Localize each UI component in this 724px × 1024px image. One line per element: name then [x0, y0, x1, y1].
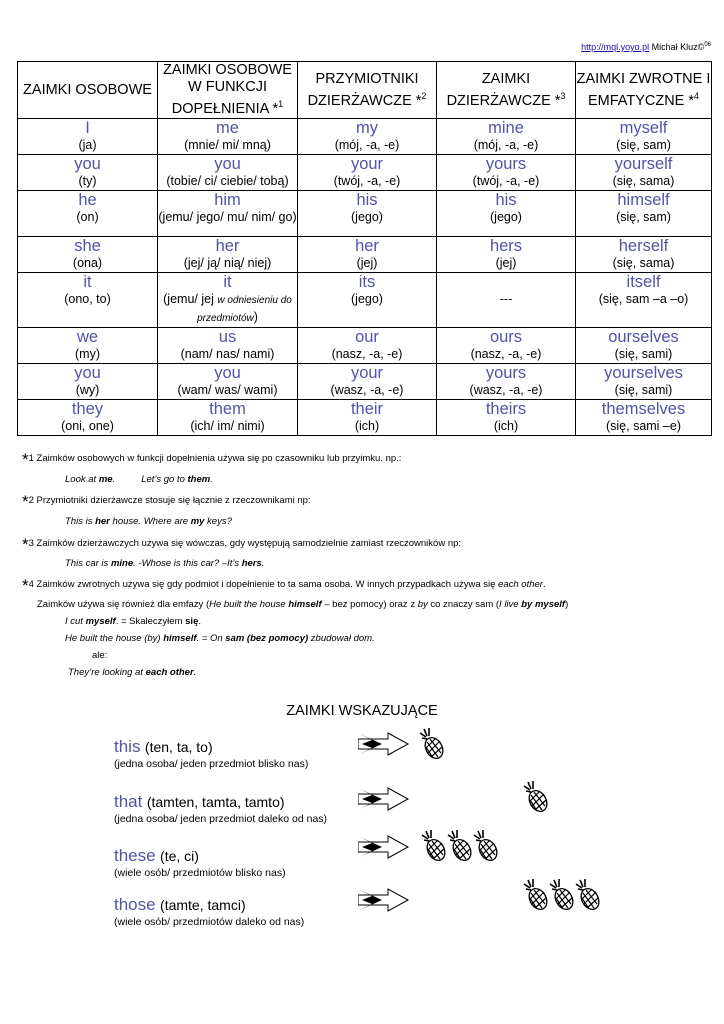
pointing-arrow-icon: [358, 786, 410, 812]
note-4-but: ale:: [92, 650, 108, 661]
pointing-arrow-icon: [358, 731, 410, 757]
english-pronoun: himself: [617, 191, 670, 209]
polish-translation: (jego): [351, 210, 383, 224]
cell-reflexive: [576, 191, 712, 237]
english-pronoun: you: [74, 155, 101, 173]
polish-translation: (się, sam): [616, 210, 671, 224]
polish-translation: (twój, -a, -e): [472, 174, 540, 188]
english-pronoun: me: [216, 119, 239, 137]
note-3: *3 Zaimków dzierżawczych używa się wówczas, gdy występują samodzielnie zamiast rzeczowników np:: [22, 535, 462, 554]
polish-translation: ---: [499, 292, 513, 306]
polish-translation: (jemu/ jego/ mu/ nim/ go): [158, 210, 297, 224]
polish-translation: (my): [75, 347, 100, 361]
pineapple-icon: [574, 878, 602, 912]
cell-possessive-adj: [298, 119, 437, 155]
english-pronoun: you: [214, 364, 241, 382]
cell-reflexive: [576, 155, 712, 191]
cell-possessive-pron: [437, 119, 576, 155]
english-pronoun: our: [355, 328, 379, 346]
english-pronoun: it: [223, 273, 232, 291]
header-reflexive: ZAIMKI ZWROTNE I EMFATYCZNE *$^4$: [576, 62, 712, 119]
polish-translation: (wasz, -a, -e): [469, 383, 543, 397]
polish-translation: (się, sama): [612, 256, 675, 270]
cell-possessive-adj: [298, 400, 437, 436]
english-pronoun: us: [218, 328, 237, 346]
english-pronoun: my: [356, 119, 378, 137]
header-personal: ZAIMKI OSOBOWE: [18, 62, 158, 119]
cell-object: [158, 119, 298, 155]
cell-personal: [18, 400, 158, 436]
cell-possessive-pron: [437, 364, 576, 400]
english-pronoun: him: [214, 191, 241, 209]
polish-translation: (wy): [75, 383, 100, 397]
cell-personal: [18, 328, 158, 364]
table-row: [18, 364, 712, 400]
polish-translation: (ty): [78, 174, 97, 188]
cell-object: [158, 364, 298, 400]
english-pronoun: [437, 273, 575, 291]
cell-possessive-pron: [437, 191, 576, 237]
pointing-arrow-icon: [358, 834, 410, 860]
cell-object: [158, 191, 298, 237]
english-pronoun: we: [76, 328, 99, 346]
cell-personal: [18, 273, 158, 328]
note-4-ex-3: They’re looking at each other.: [68, 667, 197, 678]
polish-translation: (nam/ nas/ nami): [180, 347, 275, 361]
cell-possessive-pron: [437, 273, 576, 328]
polish-translation: (jego): [351, 292, 383, 306]
polish-translation: (jemu/ jej w odniesieniu do przedmiotów): [163, 292, 292, 324]
cell-possessive-adj: [298, 155, 437, 191]
polish-translation: (się, sam): [616, 138, 671, 152]
header-possessive-adj: PRZYMIOTNIKI DZIERŻAWCZE *$^2$: [298, 62, 437, 119]
cell-possessive-adj: [298, 191, 437, 237]
polish-translation: (jej/ ją/ nią/ niej): [183, 256, 272, 270]
polish-translation: (się, sami): [614, 347, 673, 361]
note-1: *1 Zaimków osobowych w funkcji dopełnienia używa się po czasowniku lub przyimku. np.:: [22, 450, 402, 469]
note-3-example: This car is mine. -Whose is this car? –It’s hers.: [65, 558, 265, 569]
english-pronoun: itself: [626, 273, 661, 291]
polish-translation: (się, sami): [614, 383, 673, 397]
cell-reflexive: [576, 237, 712, 273]
polish-translation: (się, sama): [612, 174, 675, 188]
polish-translation: (ja): [78, 138, 97, 152]
cell-possessive-pron: [437, 237, 576, 273]
cell-possessive-adj: [298, 237, 437, 273]
cell-possessive-adj: [298, 328, 437, 364]
polish-translation: (tobie/ ci/ ciebie/ tobą): [166, 174, 289, 188]
table-row: [18, 191, 712, 237]
header-possessive-pron: ZAIMKI DZIERŻAWCZE *$^3$: [437, 62, 576, 119]
author: Michał Kluz©: [651, 42, 705, 52]
polish-translation: (jej): [495, 256, 517, 270]
demonstrative-this: this (ten, ta, to) (jedna osoba/ jeden przedmiot blisko nas): [114, 737, 309, 770]
english-pronoun: themselves: [601, 400, 686, 418]
english-pronoun: yours: [485, 364, 527, 382]
english-pronoun: she: [74, 237, 101, 255]
cell-possessive-pron: [437, 400, 576, 436]
page-header: [581, 42, 711, 52]
polish-translation: (wasz, -a, -e): [330, 383, 404, 397]
english-pronoun: you: [74, 364, 101, 382]
polish-translation: (wam/ was/ wami): [177, 383, 278, 397]
english-pronoun: yourself: [614, 155, 673, 173]
note-4: *4 Zaimków zwrotnych używa się gdy podmiot i dopełnienie to ta sama osoba. W innych przypadkach używa się each other.: [22, 576, 546, 595]
table-header-row: [18, 62, 712, 119]
english-pronoun: your: [350, 364, 384, 382]
polish-translation: (mój, -a, -e): [334, 138, 400, 152]
polish-translation: (nasz, -a, -e): [331, 347, 403, 361]
polish-translation: (ich): [493, 419, 519, 433]
cell-personal: [18, 237, 158, 273]
cell-reflexive: [576, 119, 712, 155]
table-row: [18, 237, 712, 273]
table-row: [18, 273, 712, 328]
english-pronoun: ourselves: [608, 328, 679, 346]
demonstrative-these: these (te, ci) (wiele osób/ przedmiotów blisko nas): [114, 846, 286, 879]
english-pronoun: their: [350, 400, 384, 418]
english-pronoun: I: [85, 119, 90, 137]
english-pronoun: theirs: [485, 400, 527, 418]
english-pronoun: hers: [489, 237, 523, 255]
table-row: [18, 119, 712, 155]
polish-translation: (jej): [356, 256, 378, 270]
table-row: [18, 400, 712, 436]
english-pronoun: yours: [485, 155, 527, 173]
pronoun-table: [17, 61, 712, 436]
demonstratives-title: ZAIMKI WSKAZUJĄCE: [286, 703, 438, 719]
cell-object: [158, 328, 298, 364]
cell-object: [158, 155, 298, 191]
polish-translation: (oni, one): [61, 419, 114, 433]
english-pronoun: you: [214, 155, 241, 173]
cell-personal: [18, 155, 158, 191]
english-pronoun: her: [355, 237, 379, 255]
header-object: ZAIMKI OSOBOWE W FUNKCJI DOPEŁNIENIA *$^1$: [158, 62, 298, 119]
english-pronoun: her: [215, 237, 240, 255]
english-pronoun: yourselves: [604, 364, 683, 382]
cell-reflexive: [576, 364, 712, 400]
site-link[interactable]: http://mql.yoyo.pl: [581, 42, 650, 52]
english-pronoun: mine: [488, 119, 524, 137]
english-pronoun: it: [83, 273, 92, 291]
cell-possessive-adj: [298, 364, 437, 400]
english-pronoun: they: [71, 400, 104, 418]
note-4-ex-1: I cut myself. = Skaleczyłem się.: [65, 616, 201, 627]
english-pronoun: he: [78, 191, 97, 209]
cell-object: [158, 273, 298, 328]
cell-reflexive: [576, 273, 712, 328]
cell-possessive-adj: [298, 273, 437, 328]
pineapple-icon: [420, 829, 448, 863]
demonstrative-that: that (tamten, tamta, tamto) (jedna osoba/ jeden przedmiot daleko od nas): [114, 792, 328, 825]
note-2: *2 Przymiotniki dzierżawcze stosuje się łącznie z rzeczownikami np:: [22, 492, 311, 511]
cell-personal: [18, 119, 158, 155]
polish-translation: (on): [76, 210, 99, 224]
polish-translation: (mój, -a, -e): [473, 138, 539, 152]
polish-translation: (mnie/ mi/ mną): [184, 138, 271, 152]
cell-personal: [18, 364, 158, 400]
polish-translation: (twój, -a, -e): [333, 174, 401, 188]
polish-translation: (się, sami –e): [605, 419, 682, 433]
english-pronoun: myself: [619, 119, 668, 137]
note-2-example: This is her house. Where are my keys?: [65, 516, 232, 527]
english-pronoun: his: [495, 191, 517, 209]
english-pronoun: ours: [489, 328, 523, 346]
cell-possessive-pron: [437, 328, 576, 364]
english-pronoun: his: [356, 191, 378, 209]
note-4-ex-2: He built the house (by) himself. = On sam (bez pomocy) zbudował dom.: [65, 633, 375, 644]
polish-translation: (ich): [354, 419, 380, 433]
polish-translation: (się, sam –a –o): [598, 292, 689, 306]
note-1-example: Look at me. Let’s go to them.: [65, 474, 213, 485]
pineapple-icon: [446, 829, 474, 863]
pineapple-icon: [522, 878, 550, 912]
polish-translation: (jego): [490, 210, 522, 224]
table-row: [18, 328, 712, 364]
cell-object: [158, 237, 298, 273]
note-4-emphasis: Zaimków używa się również dla emfazy (He built the house himself – bez pomocy) oraz z by co znaczy sam (I live by myself): [37, 599, 569, 610]
polish-translation: (nasz, -a, -e): [470, 347, 542, 361]
pineapple-icon: [522, 780, 550, 814]
pineapple-icon: [472, 829, 500, 863]
author-year: 06: [704, 42, 711, 48]
cell-possessive-pron: [437, 155, 576, 191]
demonstrative-those: those (tamte, tamci) (wiele osób/ przedmiotów daleko od nas): [114, 895, 305, 928]
polish-translation: (ono, to): [64, 292, 111, 306]
cell-reflexive: [576, 328, 712, 364]
pineapple-icon: [418, 727, 446, 761]
english-pronoun: herself: [618, 237, 669, 255]
polish-translation: (ich/ im/ nimi): [190, 419, 265, 433]
table-row: [18, 155, 712, 191]
cell-reflexive: [576, 400, 712, 436]
cell-personal: [18, 191, 158, 237]
english-pronoun: its: [358, 273, 376, 291]
cell-object: [158, 400, 298, 436]
polish-translation: (ona): [72, 256, 103, 270]
english-pronoun: them: [209, 400, 246, 418]
english-pronoun: your: [350, 155, 384, 173]
pointing-arrow-icon: [358, 887, 410, 913]
pineapple-icon: [548, 878, 576, 912]
